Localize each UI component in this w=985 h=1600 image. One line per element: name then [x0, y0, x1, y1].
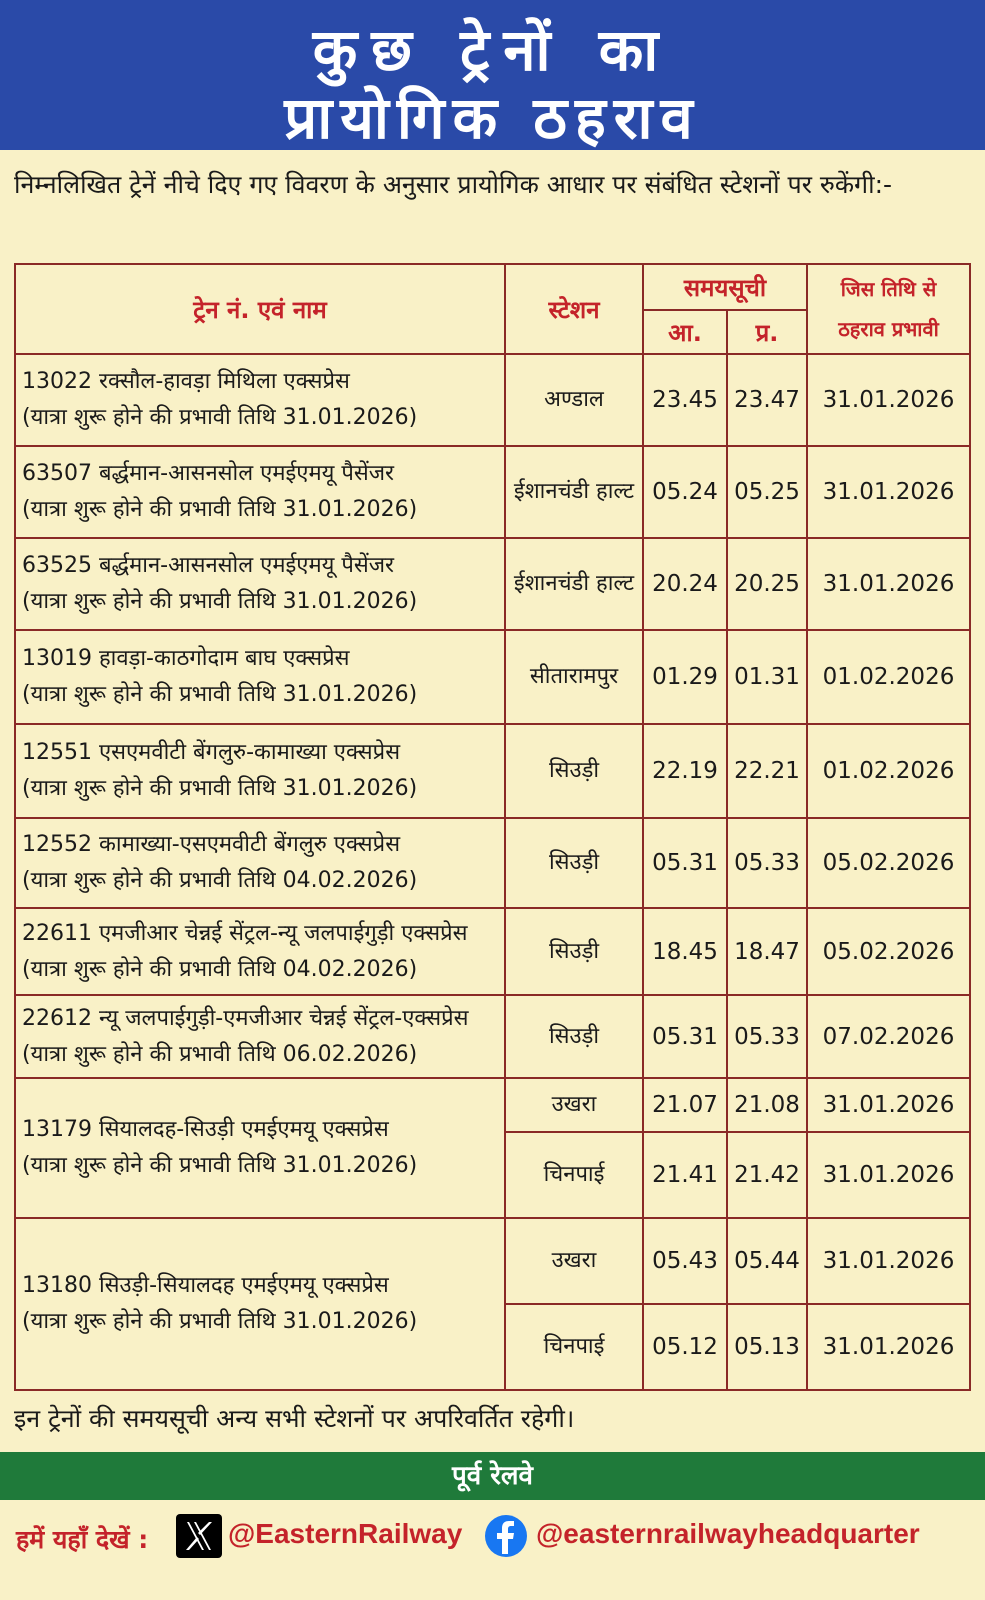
train-cell — [15, 354, 505, 446]
departure-cell: 18.47 — [727, 908, 807, 995]
train-start-note: (यात्रा शुरू होने की प्रभावी तिथि 31.01.2026) — [22, 497, 418, 522]
arrival-cell: 21.07 — [643, 1078, 727, 1132]
departure-cell: 05.44 — [727, 1218, 807, 1304]
x-logo-icon[interactable] — [176, 1514, 222, 1558]
title-line-2: प्रायोगिक ठहराव — [284, 84, 701, 152]
arrival-cell: 05.31 — [643, 818, 727, 908]
header-departure: प्र. — [727, 310, 807, 354]
station-cell: सिउड़ी — [505, 995, 643, 1078]
train-name: 22611 एमजीआर चेन्नई सेंट्रल-न्यू जलपाईगुड़ी एक्सप्रेस — [22, 920, 468, 946]
train-cell — [15, 818, 505, 908]
station-cell: ईशानचंडी हाल्ट — [505, 538, 643, 630]
station-cell: सीतारामपुर — [505, 630, 643, 724]
effective-date-cell: 31.01.2026 — [807, 1218, 970, 1304]
effective-date-cell: 05.02.2026 — [807, 908, 970, 995]
footer-note: इन ट्रेनों की समयसूची अन्य सभी स्टेशनों पर अपरिवर्तित रहेगी। — [14, 1404, 575, 1433]
train-start-note: (यात्रा शुरू होने की प्रभावी तिथि 31.01.2026) — [22, 1309, 418, 1334]
train-cell — [15, 724, 505, 818]
train-name: 12551 एसएमवीटी बेंगलुरु-कामाख्या एक्सप्रेस — [22, 740, 401, 765]
social-bar — [0, 1500, 985, 1600]
departure-cell: 20.25 — [727, 538, 807, 630]
departure-cell: 05.25 — [727, 446, 807, 538]
departure-cell: 22.21 — [727, 724, 807, 818]
station-cell: उखरा — [505, 1078, 643, 1132]
arrival-cell: 05.24 — [643, 446, 727, 538]
train-name: 13019 हावड़ा-काठगोदाम बाघ एक्सप्रेस — [22, 646, 350, 671]
arrival-cell: 05.43 — [643, 1218, 727, 1304]
station-cell: सिउड़ी — [505, 724, 643, 818]
effective-date-cell: 31.01.2026 — [807, 1078, 970, 1132]
title-line-1: कुछ ट्रेनों का — [312, 16, 673, 84]
station-cell: ईशानचंडी हाल्ट — [505, 446, 643, 538]
table-row — [15, 538, 970, 630]
header-date-line1: जिस तिथि से — [840, 277, 937, 301]
effective-date-cell: 31.01.2026 — [807, 446, 970, 538]
header-date — [807, 264, 970, 354]
effective-date-cell: 07.02.2026 — [807, 995, 970, 1078]
table-row — [15, 818, 970, 908]
departure-cell: 21.08 — [727, 1078, 807, 1132]
station-cell: अण्डाल — [505, 354, 643, 446]
departure-cell: 05.33 — [727, 818, 807, 908]
train-cell — [15, 538, 505, 630]
effective-date-cell: 31.01.2026 — [807, 1304, 970, 1390]
effective-date-cell: 31.01.2026 — [807, 1132, 970, 1218]
org-banner: पूर्व रेलवे — [0, 1452, 985, 1500]
effective-date-cell: 01.02.2026 — [807, 630, 970, 724]
train-cell — [15, 908, 505, 995]
header-banner — [0, 0, 985, 150]
train-cell — [15, 995, 505, 1078]
station-cell: सिउड़ी — [505, 908, 643, 995]
facebook-handle-link[interactable]: @easternrailwayheadquarter — [536, 1518, 920, 1549]
effective-date-cell: 31.01.2026 — [807, 538, 970, 630]
train-name: 13022 रक्सौल-हावड़ा मिथिला एक्सप्रेस — [22, 369, 350, 394]
social-label: हमें यहाँ देखें : — [16, 1525, 149, 1554]
train-halt-table — [14, 263, 971, 1391]
station-cell: उखरा — [505, 1218, 643, 1304]
train-name: 63525 बर्द्धमान-आसनसोल एमईएमयू पैसेंजर — [22, 553, 395, 578]
arrival-cell: 20.24 — [643, 538, 727, 630]
header-schedule: समयसूची — [643, 264, 807, 310]
arrival-cell: 01.29 — [643, 630, 727, 724]
train-start-note: (यात्रा शुरू होने की प्रभावी तिथि 31.01.2026) — [22, 589, 418, 614]
table-row — [15, 630, 970, 724]
train-cell — [15, 446, 505, 538]
departure-cell: 01.31 — [727, 630, 807, 724]
effective-date-cell: 05.02.2026 — [807, 818, 970, 908]
train-start-note: (यात्रा शुरू होने की प्रभावी तिथि 31.01.2026) — [22, 682, 418, 707]
header-station: स्टेशन — [505, 264, 643, 354]
header-arrival: आ. — [643, 310, 727, 354]
departure-cell: 05.33 — [727, 995, 807, 1078]
arrival-cell: 05.12 — [643, 1304, 727, 1390]
table-row — [15, 1218, 970, 1304]
station-cell: सिउड़ी — [505, 818, 643, 908]
arrival-cell: 22.19 — [643, 724, 727, 818]
table-row — [15, 995, 970, 1078]
effective-date-cell: 01.02.2026 — [807, 724, 970, 818]
facebook-logo-icon[interactable] — [484, 1514, 528, 1558]
train-cell — [15, 1078, 505, 1218]
arrival-cell: 18.45 — [643, 908, 727, 995]
train-name: 12552 कामाख्या-एसएमवीटी बेंगलुरु एक्सप्रेस — [22, 832, 401, 857]
effective-date-cell: 31.01.2026 — [807, 354, 970, 446]
station-cell: चिनपाई — [505, 1304, 643, 1390]
header-train: ट्रेन नं. एवं नाम — [15, 264, 505, 354]
departure-cell: 05.13 — [727, 1304, 807, 1390]
header-date-line2: ठहराव प्रभावी — [838, 317, 939, 341]
arrival-cell: 21.41 — [643, 1132, 727, 1218]
train-start-note: (यात्रा शुरू होने की प्रभावी तिथि 31.01.2026) — [22, 1153, 418, 1178]
train-name: 63507 बर्द्धमान-आसनसोल एमईएमयू पैसेंजर — [22, 461, 395, 486]
table-row — [15, 908, 970, 995]
train-start-note: (यात्रा शुरू होने की प्रभावी तिथि 04.02.2026) — [22, 956, 418, 982]
arrival-cell: 05.31 — [643, 995, 727, 1078]
train-start-note: (यात्रा शुरू होने की प्रभावी तिथि 04.02.2026) — [22, 868, 418, 893]
intro-text: निम्नलिखित ट्रेनें नीचे दिए गए विवरण के अनुसार प्रायोगिक आधार पर संबंधित स्टेशनों पर रुकेंगी:- — [14, 170, 893, 199]
station-cell: चिनपाई — [505, 1132, 643, 1218]
departure-cell: 23.47 — [727, 354, 807, 446]
x-handle-link[interactable]: @EasternRailway — [228, 1518, 463, 1549]
train-name: 13179 सियालदह-सिउड़ी एमईएमयू एक्सप्रेस — [22, 1117, 389, 1142]
train-name: 22612 न्यू जलपाईगुड़ी-एमजीआर चेन्नई सेंट्रल-एक्सप्रेस — [22, 1005, 469, 1031]
train-cell — [15, 1218, 505, 1390]
table-row — [15, 1078, 970, 1132]
table-row — [15, 354, 970, 446]
table-row — [15, 446, 970, 538]
train-start-note: (यात्रा शुरू होने की प्रभावी तिथि 31.01.2026) — [22, 405, 418, 430]
departure-cell: 21.42 — [727, 1132, 807, 1218]
table-row — [15, 724, 970, 818]
arrival-cell: 23.45 — [643, 354, 727, 446]
train-start-note: (यात्रा शुरू होने की प्रभावी तिथि 31.01.2026) — [22, 776, 418, 801]
train-start-note: (यात्रा शुरू होने की प्रभावी तिथि 06.02.2026) — [22, 1041, 418, 1067]
train-name: 13180 सिउड़ी-सियालदह एमईएमयू एक्सप्रेस — [22, 1273, 389, 1298]
train-cell — [15, 630, 505, 724]
